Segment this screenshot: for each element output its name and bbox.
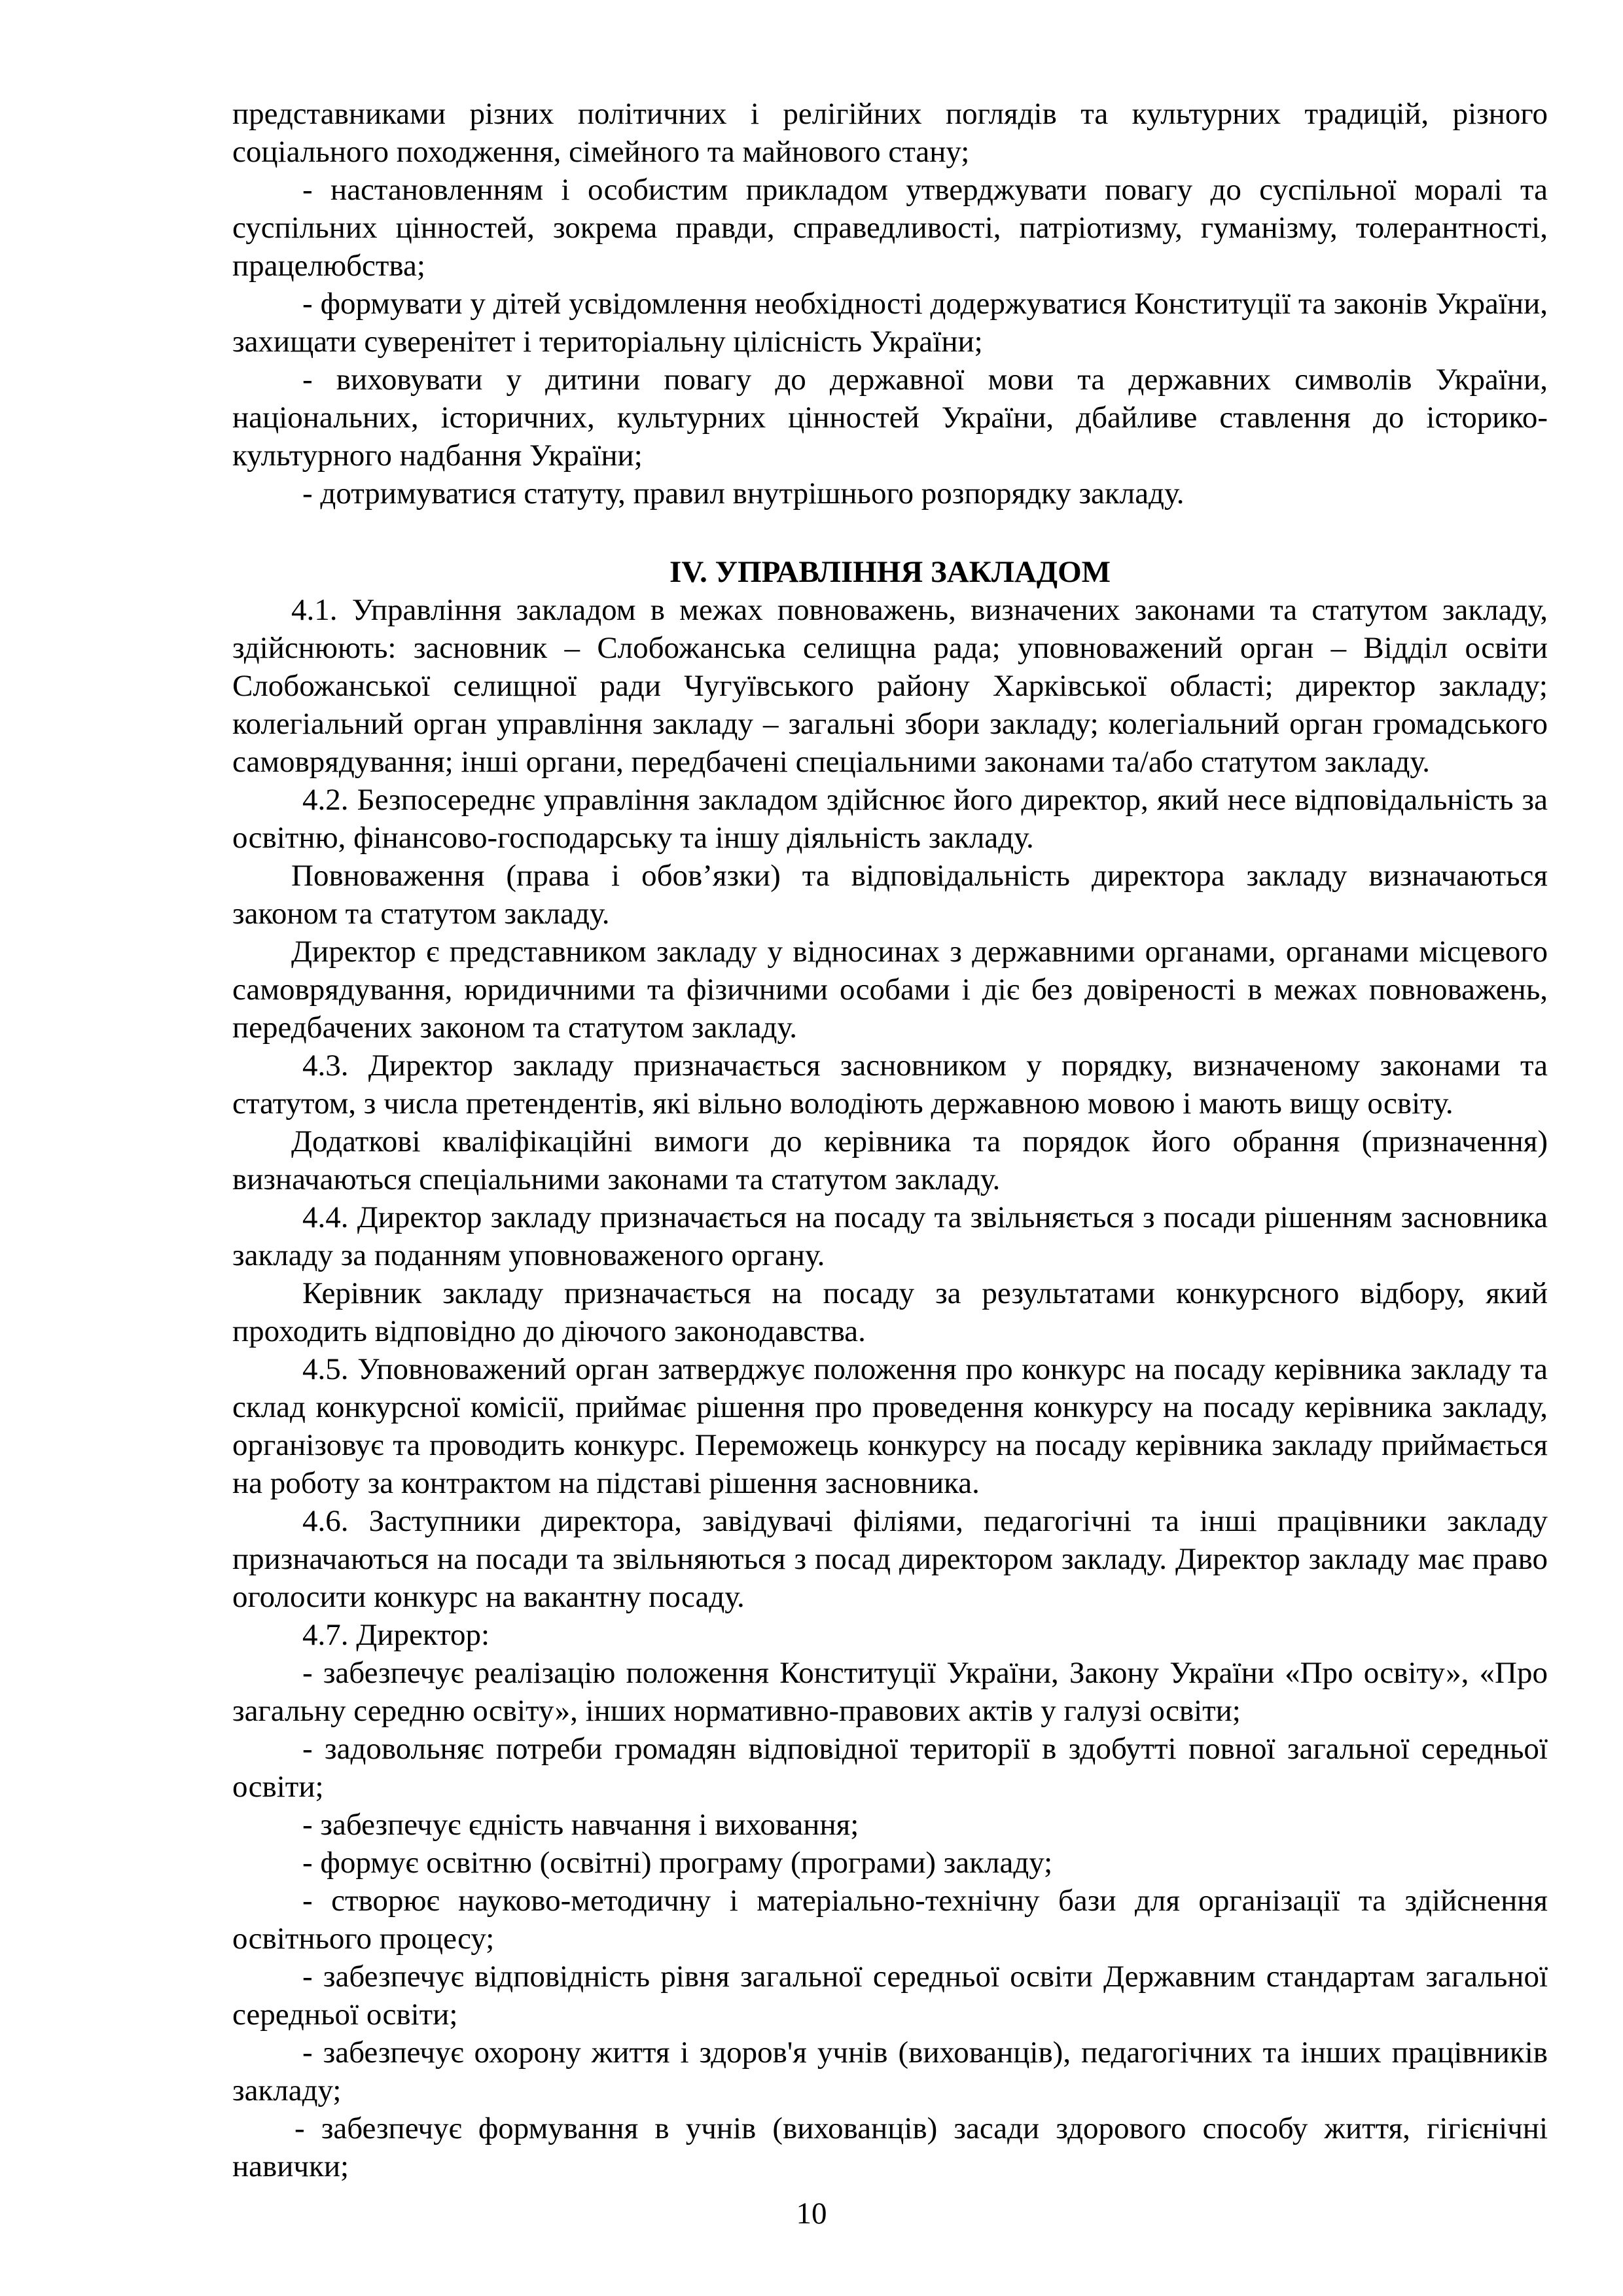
list-item: - формує освітню (освітні) програму (програми) закладу; [302, 1846, 1053, 1880]
list-item: - забезпечує реалізацію положення Конституції України, Закону України «Про освіту», «Про загальну середню освіту», інших нормативно-правових актів у галузі освіти; [232, 1656, 1548, 1728]
page-number: 10 [796, 2197, 827, 2231]
paragraph: 4.7. Директор: [302, 1618, 490, 1652]
paragraph: - дотримуватися статуту, правил внутрішнього розпорядку закладу. [302, 476, 1185, 511]
paragraph: 4.6. Заступники директора, завідувачі філіями, педагогічні та інші працівники закладу призначаються на посади та звільняються з посад директором закладу. Директор закладу має право оголосити конкурс на вакантну посаду. [232, 1504, 1548, 1614]
paragraph: Повноваження (права і обов’язки) та відповідальність директора закладу визначаються законом та статутом закладу. [232, 859, 1548, 931]
list-item: - забезпечує єдність навчання і виховання; [302, 1808, 859, 1842]
paragraph: 4.5. Уповноважений орган затверджує положення про конкурс на посаду керівника закладу та склад конкурсної комісії, приймає рішення про проведення конкурсу на посаду керівника закладу, організовує та проводить конкурс. Переможець конкурсу на посаду керівника закладу приймається на роботу за контрактом на підставі рішення засновника. [232, 1352, 1548, 1500]
paragraph: 4.1. Управління закладом в межах повноважень, визначених законами та статутом закладу, здійснюють: засновник – Слобожанська селищна рада; уповноважений орган – Відділ освіти Слобожанської селищної ради Чугуївського району Харківської області; директор закладу; колегіальний орган управління закладу – загальні збори закладу; колегіальний орган громадського самоврядування; інші органи, передбачені спеціальними законами та/або статутом закладу. [232, 593, 1548, 779]
list-item: - створює науково-методичну і матеріально-технічну бази для організації та здійснення освітнього процесу; [232, 1884, 1548, 1956]
document-page [232, 95, 1548, 2185]
paragraph: Директор є представником закладу у відносинах з державними органами, органами місцевого самоврядування, юридичними та фізичними особами і діє без довіреності в межах повноважень, передбачених законом та статутом закладу. [232, 935, 1548, 1045]
list-item: - забезпечує відповідність рівня загальної середньої освіти Державним стандартам загальної середньої освіти; [232, 1960, 1548, 2032]
paragraph: Керівник закладу призначається на посаду за результатами конкурсного відбору, який проходить відповідно до діючого законодавства. [232, 1276, 1548, 1348]
paragraph: представниками різних політичних і релігійних поглядів та культурних традицій, різного соціального походження, сімейного та майнового стану; [232, 97, 1548, 169]
list-item: - задовольняє потреби громадян відповідної території в здобутті повної загальної середньої освіти; [232, 1732, 1548, 1804]
section-heading: IV. УПРАВЛІННЯ ЗАКЛАДОМ [669, 555, 1111, 589]
paragraph: 4.3. Директор закладу призначається засновником у порядку, визначеному законами та статутом, з числа претендентів, які вільно володіють державною мовою і мають вищу освіту. [232, 1049, 1548, 1121]
list-item: - забезпечує формування в учнів (вихованців) засади здорового способу життя, гігієнічні навички; [232, 2111, 1548, 2183]
paragraph: 4.4. Директор закладу призначається на посаду та звільняється з посади рішенням засновника закладу за поданням уповноваженого органу. [232, 1200, 1548, 1272]
list-item: - забезпечує охорону життя і здоров'я учнів (вихованців), педагогічних та інших працівників закладу; [232, 2036, 1548, 2108]
paragraph: 4.2. Безпосереднє управління закладом здійснює його директор, який несе відповідальність за освітню, фінансово-господарську та іншу діяльність закладу. [232, 783, 1548, 855]
paragraph: - виховувати у дитини повагу до державної мови та державних символів України, національних, історичних, культурних цінностей України, дбайливе ставлення до історико-культурного надбання України; [232, 363, 1548, 473]
paragraph: - формувати у дітей усвідомлення необхідності додержуватися Конституції та законів України, захищати суверенітет і територіальну цілісність України; [232, 287, 1548, 359]
paragraph: Додаткові кваліфікаційні вимоги до керівника та порядок його обрання (призначення) визначаються спеціальними законами та статутом закладу. [232, 1124, 1548, 1196]
paragraph: - настановленням і особистим прикладом утверджувати повагу до суспільної моралі та суспільних цінностей, зокрема правди, справедливості, патріотизму, гуманізму, толерантності, працелюбства; [232, 173, 1548, 283]
